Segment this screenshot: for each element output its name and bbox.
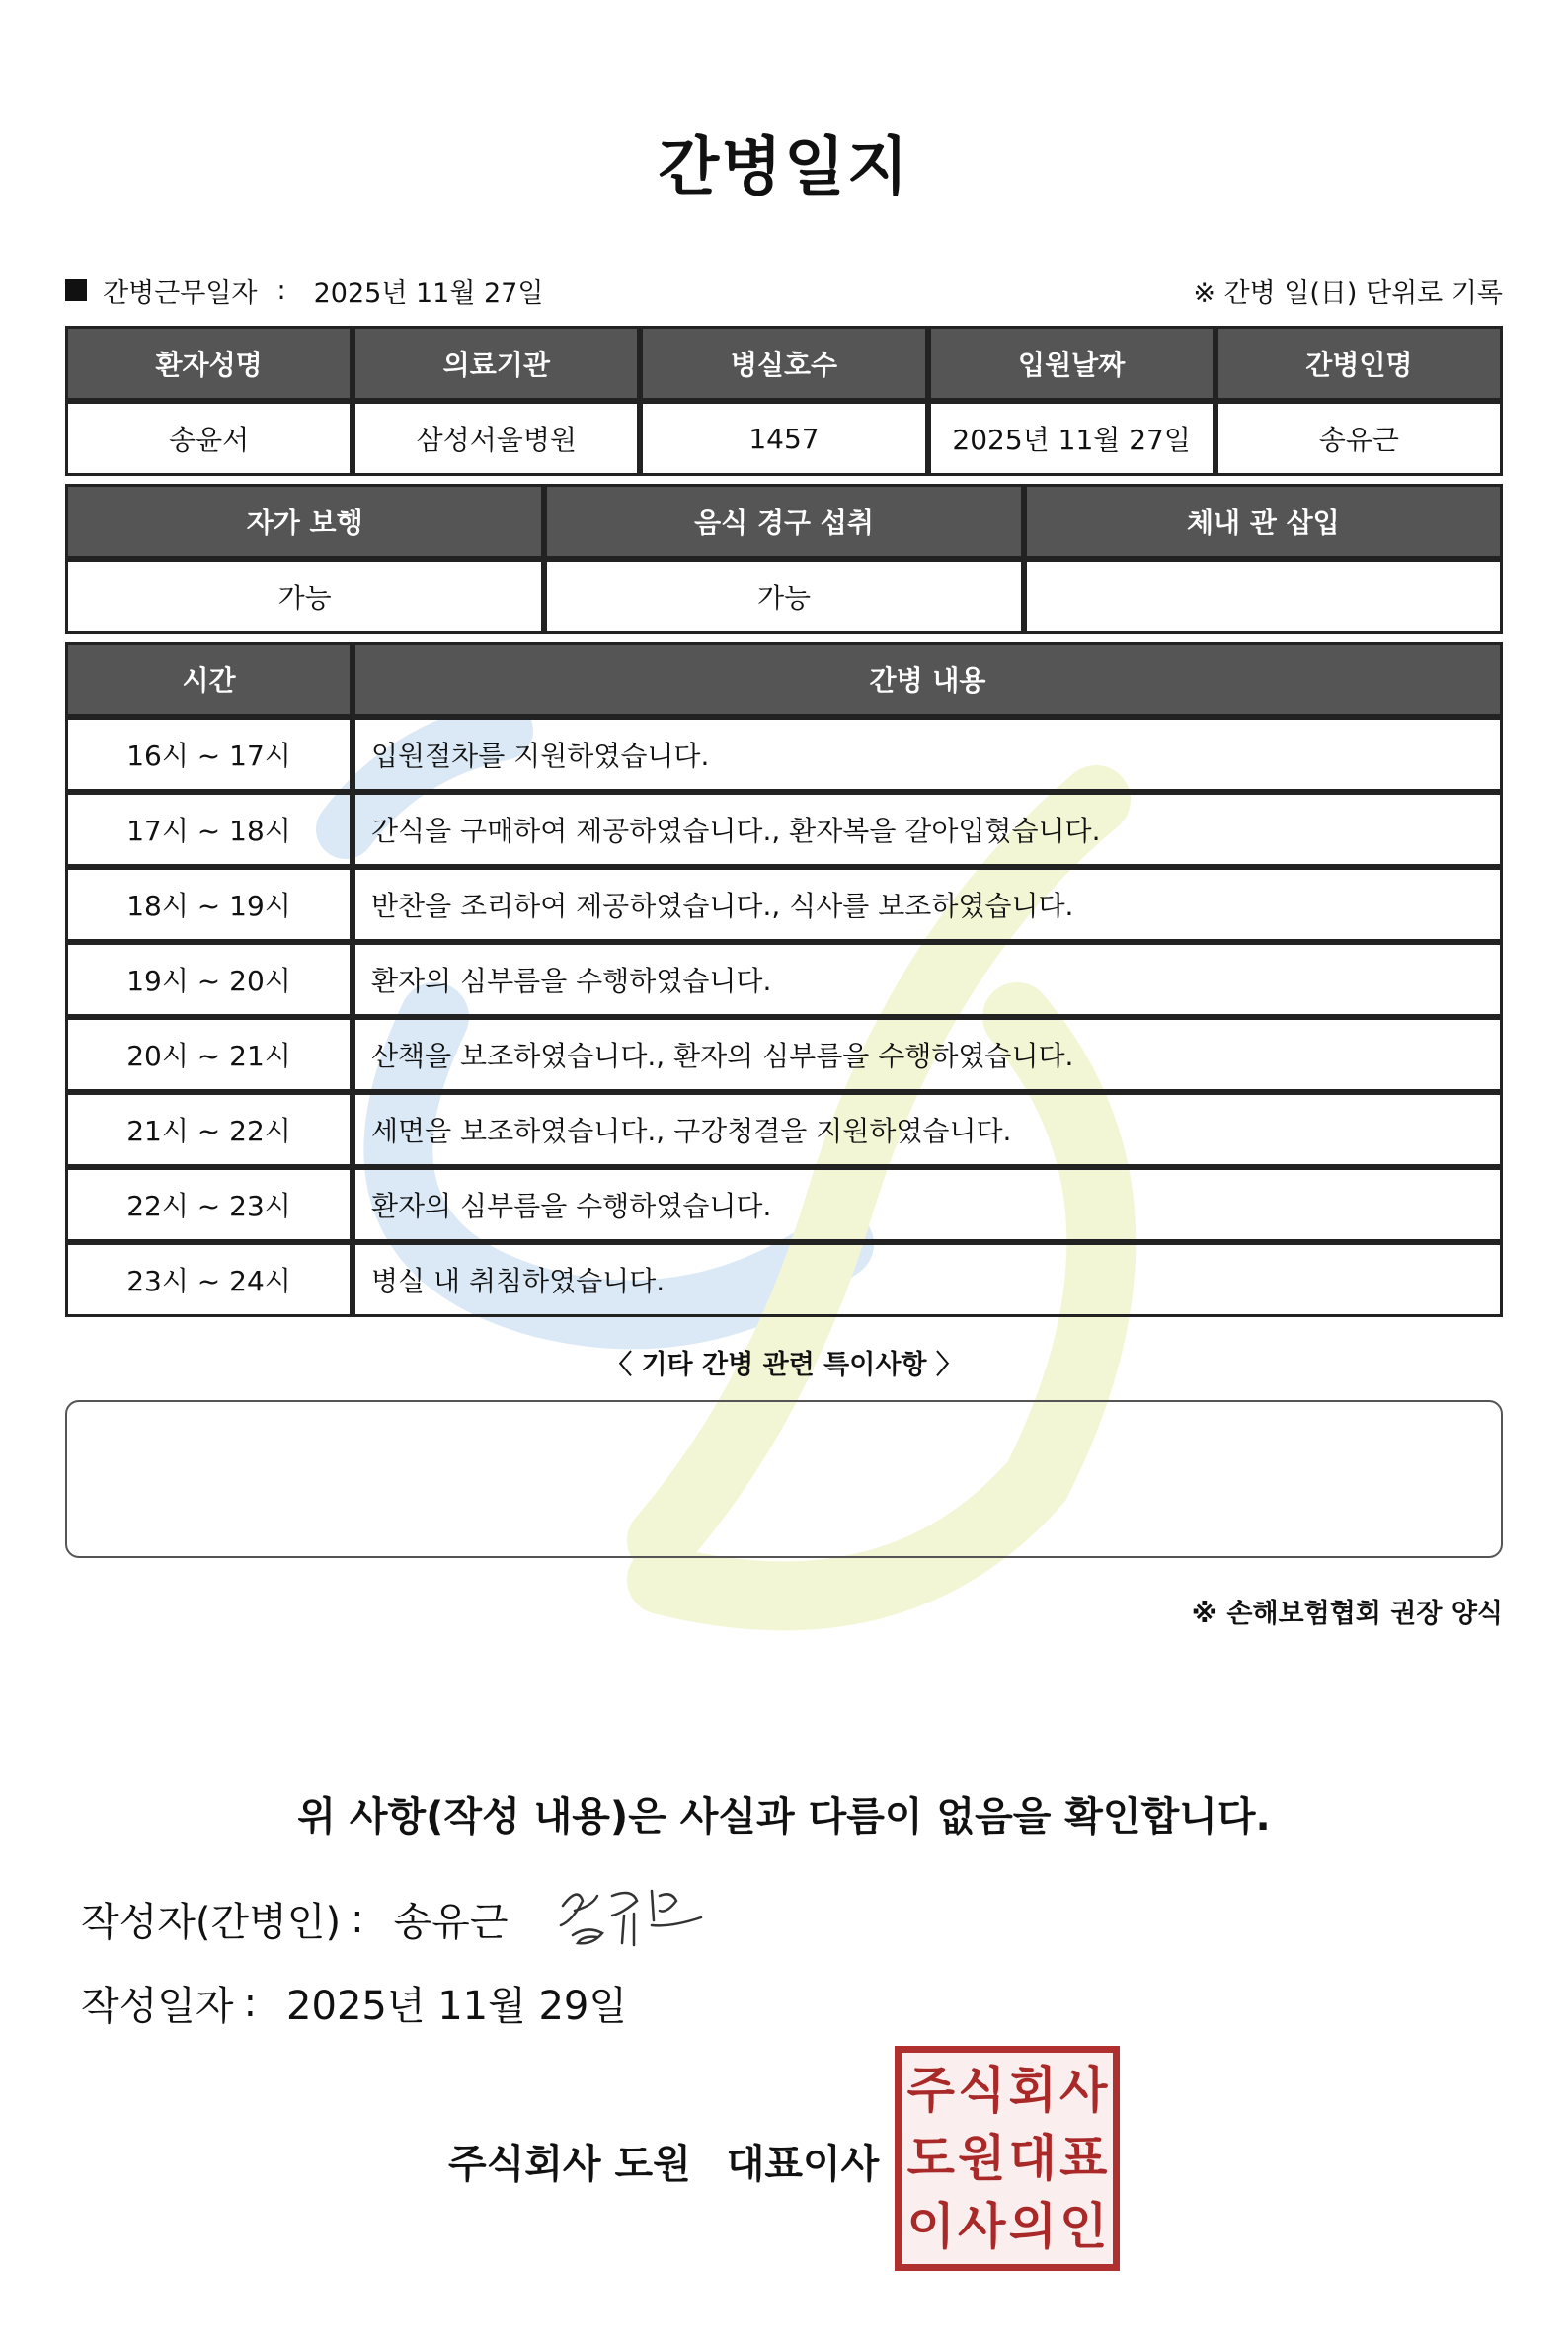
care-header-row — [65, 642, 1503, 717]
table-row — [65, 1017, 1503, 1092]
company-title: 대표이사 — [726, 2142, 880, 2187]
header-patient-name: 환자성명 — [65, 326, 353, 401]
hospital-name: 삼성서울병원 — [353, 401, 640, 476]
seal-char: 인 — [1059, 2197, 1108, 2255]
caregiver-name: 송유근 — [1215, 401, 1503, 476]
meta-row — [65, 271, 1503, 310]
row-content: 환자의 심부름을 수행하였습니다. — [353, 1167, 1503, 1242]
writer-row — [81, 1891, 508, 1947]
seal-char: 대 — [1008, 2129, 1057, 2187]
written-date-value: 2025년 11월 29일 — [286, 1984, 627, 2029]
work-date — [65, 272, 543, 310]
table-row — [65, 1092, 1503, 1167]
row-time: 17시 ~ 18시 — [65, 792, 353, 867]
row-time: 23시 ~ 24시 — [65, 1242, 353, 1317]
company-name: 주식회사 도원 — [448, 2142, 691, 2187]
seal-char: 도 — [906, 2129, 955, 2187]
patient-header-row — [65, 326, 1503, 401]
row-content: 환자의 심부름을 수행하였습니다. — [353, 942, 1503, 1017]
table-row — [65, 717, 1503, 792]
work-date-label: 간병근무일자 — [103, 277, 258, 309]
room-number: 1457 — [640, 401, 927, 476]
row-time: 16시 ~ 17시 — [65, 717, 353, 792]
admission-date: 2025년 11월 27일 — [928, 401, 1215, 476]
company-signature-line — [448, 2133, 879, 2189]
tube-insertion-value — [1024, 559, 1503, 634]
seal-char: 사 — [958, 2197, 1006, 2255]
row-time: 20시 ~ 21시 — [65, 1017, 353, 1092]
patient-table — [65, 326, 1503, 476]
status-header-row — [65, 484, 1503, 559]
header-hospital: 의료기관 — [353, 326, 640, 401]
status-value-row — [65, 559, 1503, 634]
table-row — [65, 1242, 1503, 1317]
row-content: 입원절차를 지원하였습니다. — [353, 717, 1503, 792]
row-content: 반찬을 조리하여 제공하였습니다., 식사를 보조하였습니다. — [353, 867, 1503, 942]
seal-char: 이 — [906, 2197, 955, 2255]
header-admission-date: 입원날짜 — [928, 326, 1215, 401]
table-row — [65, 792, 1503, 867]
header-oral-intake: 음식 경구 섭취 — [544, 484, 1023, 559]
record-note: ※ 간병 일(日) 단위로 기록 — [1193, 277, 1503, 309]
row-time: 18시 ~ 19시 — [65, 867, 353, 942]
seal-char: 사 — [1059, 2062, 1108, 2120]
care-table — [65, 642, 1503, 1317]
header-self-walking: 자가 보행 — [65, 484, 544, 559]
seal-char: 원 — [958, 2129, 1006, 2187]
seal-char: 표 — [1059, 2129, 1108, 2187]
company-seal-stamp — [895, 2046, 1120, 2271]
header-time: 시간 — [65, 642, 353, 717]
patient-name: 송윤서 — [65, 401, 353, 476]
confirmation-statement: 위 사항(작성 내용)은 사실과 다름이 없음을 확인합니다. — [297, 1794, 1271, 1839]
header-care-content: 간병 내용 — [353, 642, 1503, 717]
notes-box — [65, 1400, 1503, 1558]
header-caregiver-name: 간병인명 — [1215, 326, 1503, 401]
work-date-value: 2025년 11월 27일 — [313, 277, 544, 309]
seal-char: 주 — [906, 2062, 955, 2120]
row-content: 세면을 보조하였습니다., 구강청결을 지원하였습니다. — [353, 1092, 1503, 1167]
bullet-square-icon — [65, 279, 87, 301]
written-date-colon: : — [243, 1980, 258, 2026]
written-date-label: 작성일자 — [81, 1984, 234, 2029]
header-tube-insertion: 체내 관 삽입 — [1024, 484, 1503, 559]
header-room: 병실호수 — [640, 326, 927, 401]
oral-intake-value: 가능 — [544, 559, 1023, 634]
row-time: 22시 ~ 23시 — [65, 1167, 353, 1242]
self-walking-value: 가능 — [65, 559, 544, 634]
handwritten-signature — [553, 1866, 711, 1955]
seal-char: 의 — [1008, 2197, 1057, 2255]
patient-value-row — [65, 401, 1503, 476]
writer-name: 송유근 — [393, 1900, 509, 1945]
writer-colon: : — [351, 1896, 364, 1942]
writer-label: 작성자(간병인) — [81, 1900, 342, 1945]
notes-title: 〈 기타 간병 관련 특이사항 〉 — [605, 1350, 963, 1380]
recommend-note: ※ 손해보험협회 권장 양식 — [1191, 1599, 1503, 1629]
status-table — [65, 484, 1503, 634]
written-date-row — [81, 1975, 627, 2031]
seal-char: 회 — [1008, 2062, 1057, 2120]
table-row — [65, 942, 1503, 1017]
seal-char: 식 — [958, 2062, 1006, 2120]
row-content: 간식을 구매하여 제공하였습니다., 환자복을 갈아입혔습니다. — [353, 792, 1503, 867]
row-content: 산책을 보조하였습니다., 환자의 심부름을 수행하였습니다. — [353, 1017, 1503, 1092]
row-content: 병실 내 취침하였습니다. — [353, 1242, 1503, 1317]
work-date-colon: : — [276, 274, 286, 306]
document-title: 간병일지 — [658, 131, 910, 204]
row-time: 19시 ~ 20시 — [65, 942, 353, 1017]
row-time: 21시 ~ 22시 — [65, 1092, 353, 1167]
table-row — [65, 1167, 1503, 1242]
table-row — [65, 867, 1503, 942]
